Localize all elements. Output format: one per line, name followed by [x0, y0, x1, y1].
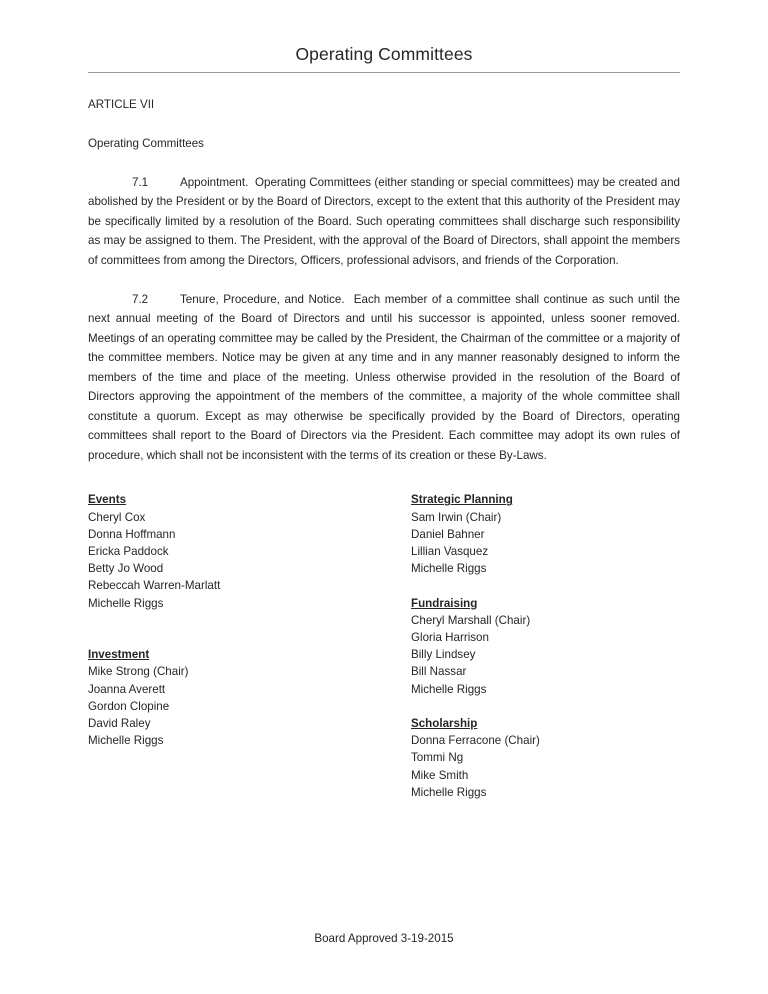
committee-events: [88, 491, 384, 611]
committee-member: Mike Strong (Chair): [88, 665, 189, 679]
committee-member: Michelle Riggs: [88, 596, 164, 610]
committee-name: Scholarship: [411, 716, 478, 730]
committee-member: Gloria Harrison: [411, 630, 489, 644]
section-heading-7-1: Appointment.: [180, 175, 249, 189]
committee-name: Investment: [88, 648, 150, 662]
committee-column-right: [384, 491, 680, 801]
committee-member: Donna Ferracone (Chair): [411, 734, 540, 748]
committee-member: Lillian Vasquez: [411, 544, 489, 558]
section-body-7-2: Each member of a committee shall continue as such until the next annual meeting of the Board of Directors and until his successor is appointed, unless sooner removed. Meetings of an operating committee may be called by the President, the Chairman of the committee or a majority of the committee members. Notice may be given at any time and in any manner reasonably designed to inform the members of the time and place of the meeting. Unless otherwise provided in the resolution of the Board of Directors approving the appointment of the members of the committee, a majority of the whole committee shall constitute a quorum. Except as may otherwise be specifically provided by the Board of Directors, operating committees shall report to the Board of Directors via the President. Each committee may adopt its own rules of procedure, which shall not be inconsistent with the terms of its creation or these By-Laws.: [88, 292, 680, 462]
section-heading-7-2: Tenure, Procedure, and Notice.: [180, 292, 345, 306]
committee-name: Strategic Planning: [411, 493, 513, 507]
title-divider: [88, 72, 680, 73]
committee-investment: [88, 646, 384, 749]
committee-member: Bill Nassar: [411, 665, 467, 679]
committee-member: Michelle Riggs: [411, 562, 487, 576]
committee-member: Michelle Riggs: [411, 785, 487, 799]
committee-name: Events: [88, 493, 127, 507]
committee-strategic-planning: [411, 491, 680, 577]
committee-member: Rebeccah Warren-Marlatt: [88, 579, 221, 593]
section-label: Operating Committees: [88, 136, 204, 150]
committee-member: Billy Lindsey: [411, 648, 476, 662]
section-paragraph-7-2: [88, 290, 680, 466]
committee-member: Cheryl Cox: [88, 510, 146, 524]
committee-member: Michelle Riggs: [411, 682, 487, 696]
article-label: ARTICLE VII: [88, 97, 155, 111]
section-paragraph-7-1: [88, 173, 680, 271]
committee-member: David Raley: [88, 717, 151, 730]
committee-fundraising: [411, 595, 680, 698]
committee-member: Donna Hoffmann: [88, 527, 176, 541]
committee-gap: [411, 577, 680, 594]
committee-member: Michelle Riggs: [88, 734, 164, 748]
committee-gap: [88, 612, 384, 646]
committee-name: Fundraising: [411, 596, 478, 610]
section-number-7-2: 7.2: [132, 292, 149, 306]
committee-member: Tommi Ng: [411, 751, 464, 765]
committee-member: Mike Smith: [411, 768, 469, 782]
page-footer: Board Approved 3-19-2015: [314, 932, 454, 945]
committee-member: Betty Jo Wood: [88, 562, 164, 576]
committee-member: Cheryl Marshall (Chair): [411, 613, 531, 627]
committee-lists: [88, 491, 680, 801]
committee-column-left: [88, 491, 384, 749]
section-number-7-1: 7.1: [132, 175, 149, 189]
committee-member: Ericka Paddock: [88, 544, 169, 558]
committee-member: Daniel Bahner: [411, 527, 485, 541]
page-title: Operating Committees: [295, 44, 473, 64]
committee-gap: [411, 698, 680, 715]
committee-member: Joanna Averett: [88, 682, 166, 696]
committee-member: Sam Irwin (Chair): [411, 510, 502, 524]
committee-scholarship: [411, 715, 680, 801]
committee-member: Gordon Clopine: [88, 699, 170, 713]
section-body-7-1: Operating Committees (either standing or special committees) may be created and abolished by the President or by the Board of Directors, except to the extent that this authority of the President may be specifically limited by a resolution of the Board. Such operating committees shall discharge such responsibility as may be assigned to them. The President, with the approval of the Board of Directors, shall appoint the members of committees from among the Directors, Officers, professional advisors, and friends of the Corporation.: [88, 175, 680, 267]
